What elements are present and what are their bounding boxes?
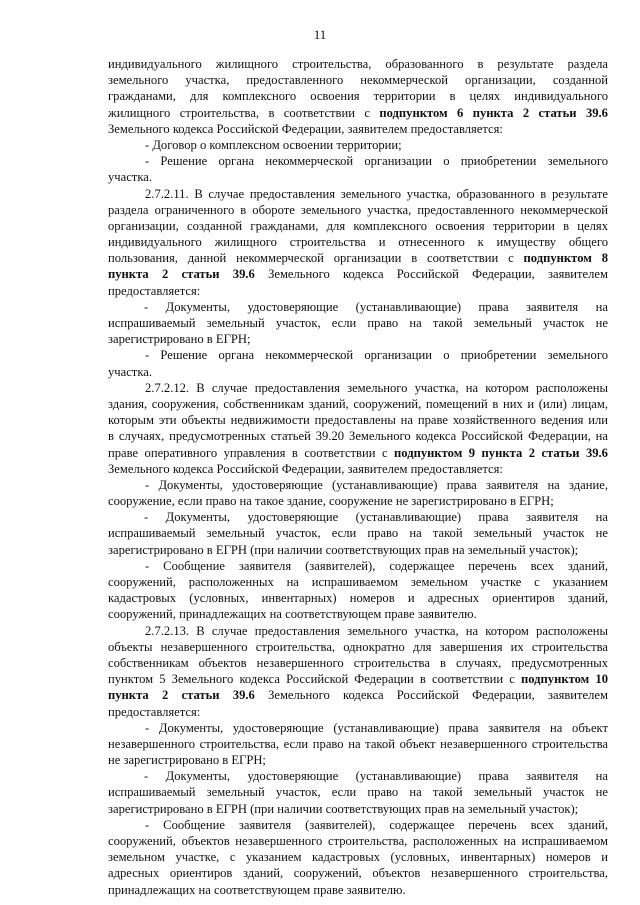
text-run: сооружений, объектов незавершенного строительства, расположенных на испрашиваемом <box>108 834 608 848</box>
text-line <box>108 331 608 347</box>
text-line <box>108 590 608 606</box>
text-run: зарегистрировано в ЕГРН; <box>108 332 251 347</box>
text-run: которым эти объекты недвижимости предоставлены на праве хозяйственного ведения или <box>108 413 608 428</box>
legal-reference: подпунктом 9 пункта 2 статьи 39.6 <box>394 445 608 460</box>
text-run: пунктом 5 Земельного кодекса Российской Федерации в соответствии с <box>108 672 521 687</box>
text-line <box>108 687 608 703</box>
text-line <box>108 315 608 331</box>
text-line <box>108 623 608 639</box>
text-run: предоставляется: <box>108 704 201 719</box>
text-line <box>108 186 608 202</box>
text-line <box>108 768 608 784</box>
text-line <box>108 153 608 169</box>
text-run: зарегистрировано в ЕГРН (при наличии соответствующих прав на земельный участок); <box>108 801 579 816</box>
text-line <box>108 574 608 590</box>
text-run: собственникам объектов незавершенного строительства в случаях, предусмотренных <box>108 655 608 670</box>
text-run: не зарегистрировано в ЕГРН; <box>108 753 266 768</box>
text-run: - Сообщение заявителя (заявителей), содержащее перечень всех зданий, <box>145 817 608 832</box>
text-run: жилищного строительства, в соответствии с <box>108 105 380 120</box>
text-run: Земельного кодекса Российской Федерации, заявителем предоставляется: <box>108 121 503 136</box>
text-run: участка. <box>108 170 152 185</box>
text-run: зарегистрировано в ЕГРН (при наличии соответствующих прав на земельный участок); <box>108 542 579 557</box>
text-line <box>108 396 608 412</box>
text-run: земельном участке, с указанием кадастровых (условных, инвентарных) номеров и <box>108 850 608 865</box>
text-line <box>108 542 608 558</box>
text-run: участка. <box>108 364 152 379</box>
legal-reference: подпунктом 6 пункта 2 статьи 39.6 <box>379 105 608 120</box>
text-run: принадлежащих на соответствующем праве заявителю. <box>108 882 406 897</box>
legal-reference: пункта 2 статьи 39.6 <box>108 267 255 282</box>
text-line <box>108 833 608 849</box>
text-line <box>108 202 608 218</box>
text-line <box>108 428 608 444</box>
text-line <box>108 72 608 88</box>
text-run: адресных ориентиров зданий, сооружений, объектов незавершенного строительства, <box>108 866 608 881</box>
text-run: - Договор о комплексном освоении территории; <box>145 137 402 152</box>
text-run: 2.7.2.13. В случае предоставления земельного участка, на котором расположены <box>145 623 608 638</box>
text-run: организации, созданной гражданами, для комплексного освоения территории в целях <box>108 218 608 233</box>
text-run: - Документы, удостоверяющие (устанавливающие) права заявителя на <box>144 299 608 314</box>
text-run: кадастровых (условных, инвентарных) номеров и адресных ориентиров зданий, <box>108 591 608 606</box>
text-run: в случаях, предусмотренных статьей 39.20 Земельного кодекса Российской Федерации, на <box>108 429 608 444</box>
text-line <box>108 266 608 282</box>
text-line <box>108 849 608 865</box>
text-line <box>108 752 608 768</box>
text-line <box>108 56 608 72</box>
text-run: здания, сооружения, собственникам зданий, сооружений, помещений в них и (или) лицам, <box>108 396 608 411</box>
text-run: - Сообщение заявителя (заявителей), содержащее перечень всех зданий, <box>145 558 608 573</box>
text-run: сооружение, если право на такое здание, сооружение не зарегистрировано в ЕГРН; <box>108 494 554 509</box>
text-run: - Документы, удостоверяющие (устанавливающие) права заявителя на здание, <box>145 477 608 492</box>
text-line <box>108 655 608 671</box>
text-line <box>108 347 608 363</box>
text-run: земельного участка, предоставленного некоммерческой организации, созданной <box>108 73 608 88</box>
text-run: испрашиваемый земельный участок, если право на такой земельный участок не <box>108 785 608 800</box>
text-line <box>108 558 608 574</box>
text-run: - Документы, удостоверяющие (устанавливающие) права заявителя на <box>144 510 608 525</box>
text-line <box>108 88 608 104</box>
text-run: сооружений, расположенных на испрашиваемом земельном участке с указанием <box>108 575 608 589</box>
text-run: - Решение органа некоммерческой организации о приобретении земельного <box>145 154 608 169</box>
text-run: Земельного кодекса Российской Федерации, заявителем <box>254 688 608 703</box>
text-run: гражданами, для комплексного освоения территории в целях индивидуального <box>108 89 608 104</box>
text-line <box>108 509 608 525</box>
text-run: раздела ограниченного в обороте земельного участка, предоставленного некоммерческой <box>108 202 608 217</box>
text-run: индивидуального жилищного строительства и отнесенного к имуществу общего <box>108 235 608 250</box>
text-line <box>108 137 608 153</box>
text-line <box>108 639 608 655</box>
text-run: сооружений, принадлежащих на соответствующем праве заявителю. <box>108 607 477 622</box>
text-line <box>108 865 608 881</box>
text-line <box>108 704 608 720</box>
text-run: испрашиваемый земельный участок, если право на такой земельный участок не <box>108 526 608 541</box>
text-run: - Документы, удостоверяющие (устанавливающие) права заявителя на <box>144 769 608 784</box>
document-body <box>108 56 608 898</box>
text-line <box>108 250 608 266</box>
text-run: пользования, данной некоммерческой организации в соответствии с <box>108 251 524 266</box>
text-line <box>108 817 608 833</box>
text-line <box>108 801 608 817</box>
text-line <box>108 461 608 477</box>
text-line <box>108 412 608 428</box>
text-run: объекты незавершенного строительства, однократно для завершения их строительства <box>108 639 608 654</box>
text-run: праве оперативного управления в соответствии с <box>108 445 395 460</box>
text-line <box>108 477 608 493</box>
text-line <box>108 364 608 380</box>
page-number: 11 <box>313 27 327 42</box>
text-run: 2.7.2.11. В случае предоставления земельного участка, образованного в результате <box>145 186 608 201</box>
text-line <box>108 169 608 185</box>
text-line <box>108 720 608 736</box>
text-line <box>108 283 608 299</box>
legal-reference: подпунктом 10 <box>520 672 608 687</box>
text-line <box>108 121 608 137</box>
text-line <box>108 671 608 687</box>
text-line <box>108 218 608 234</box>
text-line <box>108 882 608 898</box>
text-line <box>108 525 608 541</box>
text-run: предоставляется: <box>108 283 201 298</box>
text-run: 2.7.2.12. В случае предоставления земельного участка, на котором расположены <box>145 380 608 395</box>
text-line <box>108 445 608 461</box>
text-run: индивидуального жилищного строительства, образованного в результате раздела <box>108 57 608 71</box>
text-line <box>108 736 608 752</box>
text-line <box>108 234 608 250</box>
text-run: - Решение органа некоммерческой организации о приобретении земельного <box>145 348 608 363</box>
text-run: Земельного кодекса Российской Федерации, заявителем предоставляется: <box>108 461 503 476</box>
legal-reference: пункта 2 статьи 39.6 <box>108 688 255 703</box>
text-line <box>108 299 608 315</box>
text-line <box>108 380 608 396</box>
text-run: Земельного кодекса Российской Федерации, заявителем <box>254 267 608 282</box>
text-line <box>108 105 608 121</box>
text-run: незавершенного строительства, если право на такой объект незавершенного строительства <box>108 736 608 751</box>
text-line <box>108 606 608 622</box>
text-line <box>108 784 608 800</box>
text-line <box>108 493 608 509</box>
legal-reference: подпунктом 8 <box>523 251 608 266</box>
text-run: - Документы, удостоверяющие (устанавливающие) права заявителя на объект <box>145 720 608 735</box>
text-run: испрашиваемый земельный участок, если право на такой земельный участок не <box>108 316 608 330</box>
